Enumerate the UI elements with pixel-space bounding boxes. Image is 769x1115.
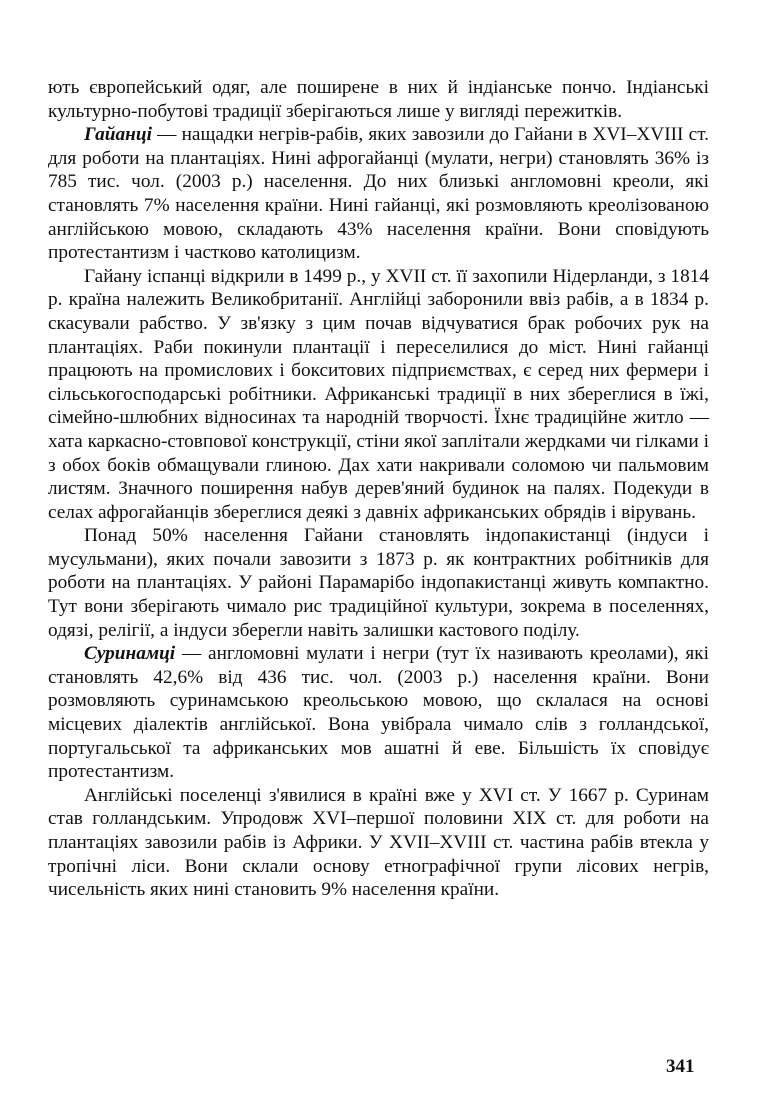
term-guyanese: Гайанці: [84, 124, 152, 146]
paragraph-6: Англійські поселенці з'явилися в країні вже у XVI ст. У 1667 р. Суринам став голландським. Упродовж XVI–першої половини XIX ст. для роботи на плантаціях завозили рабів із Африки. У XVII–XVIII ст. частина рабів втекла у тропічні ліси. Вони склали основу етнографічної групи лісових негрів, чисельність яких нині становить 9% населення країни.: [48, 784, 709, 901]
page-body: [48, 76, 709, 902]
paragraph-1: ють європейський одяг, але поширене в них й індіанське пончо. Індіанські культурно-побутові традиції зберігаються лише у вигляді пережитків.: [48, 77, 709, 122]
paragraph-2-text: — нащадки негрів-рабів, яких завозили до Гайани в XVI–XVIII ст. для роботи на плантаціях. Нині афрогайанці (мулати, негри) становлять 36% із 785 тис. чол. (2003 р.) населення. До них близькі англомовні креоли, які становлять 7% населення країни. Нині гайанці, які розмовляють креолізованою англійською мовою, складають 43% населення країни. Вони сповідують протестантизм і частково католицизм.: [48, 124, 709, 264]
paragraph-5-text: — англомовні мулати і негри (тут їх називають креолами), які становлять 42,6% від 436 тис. чол. (2003 р.) населення країни. Вони розмовляють суринамською креольською мовою, що склалася на основі місцевих діалектів англійської. Вона увібрала чимало слів з голландської, португальської та африканських мов ашатні й еве. Більшість їх сповідує протестантизм.: [48, 643, 709, 783]
paragraph-5: [48, 642, 709, 784]
paragraph-2: [48, 123, 709, 265]
paragraph-3: Гайану іспанці відкрили в 1499 р., у XVII ст. її захопили Нідерланди, з 1814 р. країна належить Великобританії. Англійці заборонили ввіз рабів, а в 1834 р. скасували рабство. У зв'язку з цим почав відчуватися брак робочих рук на плантаціях. Раби покинули плантації і переселилися до міст. Нині гайанці працюють на промислових і бокситових підприємствах, є серед них фермери і сільськогосподарські робітники. Африканські традиції в них збереглися в їжі, сімейно-шлюбних відносинах та народній творчості. Їхнє традиційне житло — хата каркасно-стовпової конструкції, стіни якої заплітали жердками чи гілками і з обох боків обмащували глиною. Дах хати накривали соломою чи пальмовим листям. Значного поширення набув дерев'яний будинок на палях. Подекуди в селах афрогайанців збереглися деякі з давніх африканських обрядів і вірувань.: [48, 265, 709, 523]
term-surinamese: Суринамці: [84, 643, 176, 665]
paragraph-4: Понад 50% населення Гайани становлять індопакистанці (індуси і мусульмани), яких почали завозити з 1873 р. як контрактних робітників для роботи на плантаціях. У районі Парамарібо індопакистанці живуть компактно. Тут вони зберігають чимало рис традиційної культури, зокрема в поселеннях, одязі, релігії, а індуси зберегли навіть залишки кастового поділу.: [48, 525, 709, 641]
page-number: 341: [666, 1056, 695, 1077]
